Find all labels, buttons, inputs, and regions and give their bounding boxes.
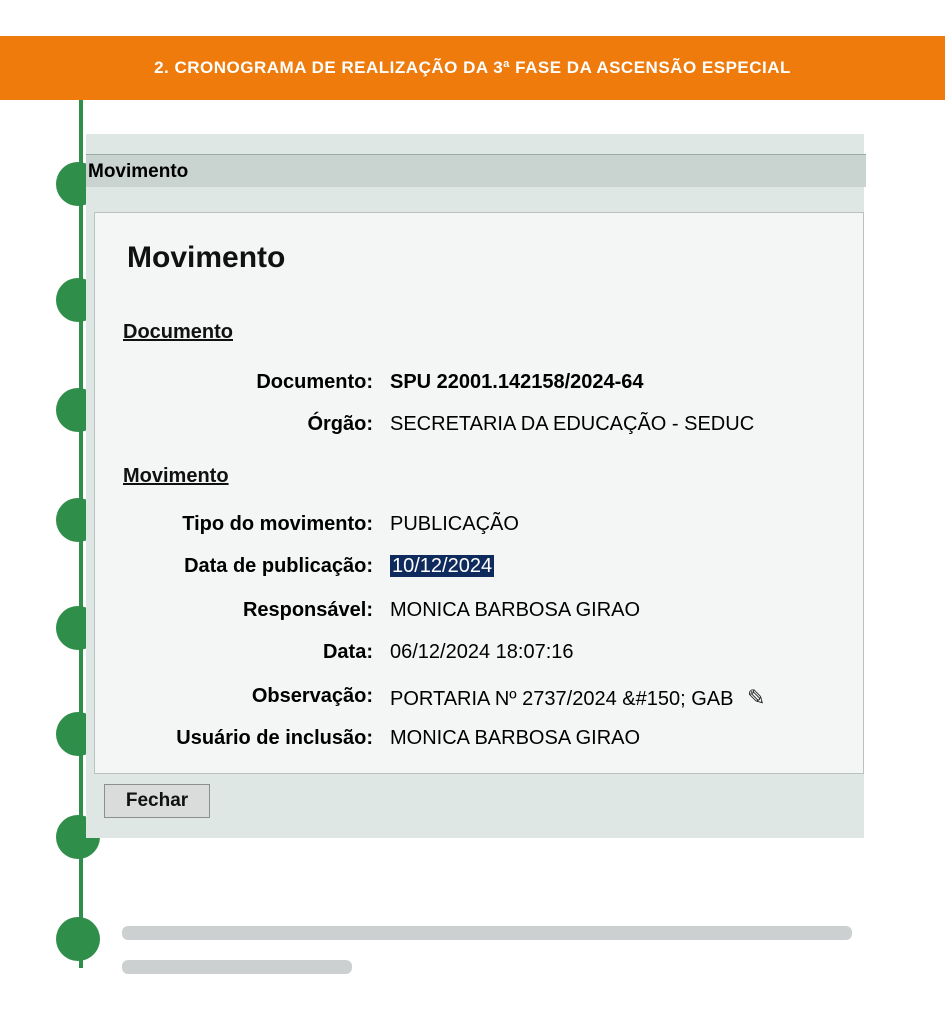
dialog-heading: Movimento [127, 241, 286, 274]
field-value-wrap [390, 555, 494, 578]
field-label: Responsável: [242, 599, 373, 621]
field-value: MONICA BARBOSA GIRAO [390, 599, 641, 621]
field-label: Documento: [256, 371, 373, 393]
field-label: Órgão: [307, 413, 373, 435]
field-orgao [95, 413, 863, 443]
field-value: SPU 22001.142158/2024-64 [390, 371, 644, 393]
blurred-text-line [122, 960, 352, 974]
field-value: MONICA BARBOSA GIRAO [390, 727, 641, 749]
field-value: PORTARIA Nº 2737/2024 &#150; GAB [390, 688, 734, 710]
field-label: Observação: [251, 685, 373, 707]
field-documento [95, 371, 863, 401]
field-label: Data de publicação: [184, 555, 373, 577]
pencil-icon[interactable]: ✎ [747, 685, 766, 710]
close-button[interactable]: Fechar [104, 784, 210, 818]
field-value: SECRETARIA DA EDUCAÇÃO - SEDUC [390, 413, 755, 435]
window-title: Movimento [86, 154, 866, 187]
field-value: PUBLICAÇÃO [390, 513, 519, 535]
field-tipo-movimento [95, 513, 863, 543]
field-responsavel [95, 599, 863, 629]
selected-date-value[interactable]: 10/12/2024 [392, 555, 493, 577]
section-banner [0, 36, 945, 100]
field-label: Data: [322, 641, 373, 663]
field-usuario-inclusao [95, 727, 863, 757]
field-data [95, 641, 863, 671]
section-title-movimento: Movimento [123, 465, 229, 487]
section-title-documento: Documento [123, 321, 233, 343]
field-value: 06/12/2024 18:07:16 [390, 641, 574, 663]
timeline-dot [56, 917, 100, 961]
blurred-text-line [122, 926, 852, 940]
field-label: Tipo do movimento: [182, 513, 373, 535]
movimento-dialog [94, 212, 864, 774]
banner-title: 2. CRONOGRAMA DE REALIZAÇÃO DA 3ª FASE DA ASCENSÃO ESPECIAL [154, 58, 791, 77]
screen-photo [86, 134, 864, 838]
field-value-wrap [390, 685, 765, 711]
field-data-publicacao [95, 555, 863, 585]
field-label: Usuário de inclusão: [176, 727, 373, 749]
field-observacao [95, 685, 863, 715]
